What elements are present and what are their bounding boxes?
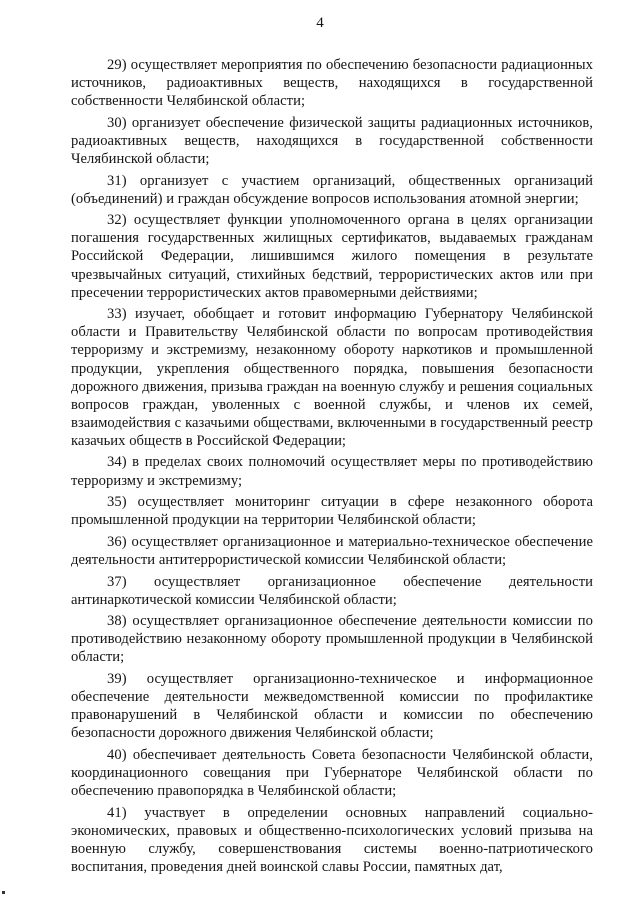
- paragraph-37: 37) осуществляет организационное обеспечение деятельности антинаркотической комиссии Челябинской области;: [71, 573, 593, 608]
- paragraph-34: 34) в пределах своих полномочий осуществляет меры по противодействию терроризму и экстремизму;: [71, 454, 593, 489]
- paragraph-41: 41) участвует в определении основных направлений социально-экономических, правовых и общественно-психологических условий призыва на военную службу, совершенствования системы военно-патриотического воспитания, проведения дней воинской славы России, памятных дат,: [71, 804, 593, 875]
- document-body: [71, 56, 593, 880]
- paragraph-32: 32) осуществляет функции уполномоченного органа в целях организации погашения государственных жилищных сертификатов, выдаваемых гражданам Российской Федерации, лишившимся жилого помещения в результате чрезвычайных ситуаций, стихийных бедствий, террористических актов или при пресечении террористических актов правомерными действиями;: [71, 212, 593, 301]
- paragraph-33: 33) изучает, обобщает и готовит информацию Губернатору Челябинской области и Правительству Челябинской области по вопросам противодействия терроризму и экстремизму, незаконному обороту наркотиков и промышленной продукции, укрепления общественного порядка, повышения безопасности дорожного движения, призыва граждан на военную службу и решения социальных вопросов граждан, уволенных с военной службы, и членов их семей, взаимодействия с казачьими обществами, включенными в государственный реестр казачьих обществ в Российской Федерации;: [71, 306, 593, 449]
- paragraph-29: 29) осуществляет мероприятия по обеспечению безопасности радиационных источников, радиоактивных веществ, находящихся в государственной собственности Челябинской области;: [71, 57, 593, 110]
- scan-mark: [2, 891, 5, 894]
- paragraph-36: 36) осуществляет организационное и материально-техническое обеспечение деятельности антитеррористической комиссии Челябинской области;: [71, 533, 593, 568]
- paragraph-38: 38) осуществляет организационное обеспечение деятельности комиссии по противодействию незаконному обороту промышленной продукции в Челябинской области;: [71, 613, 593, 666]
- paragraph-30: 30) организует обеспечение физической защиты радиационных источников, радиоактивных веществ, находящихся в государственной собственности Челябинской области;: [71, 114, 593, 167]
- page-number: 4: [316, 15, 324, 31]
- paragraph-35: 35) осуществляет мониторинг ситуации в сфере незаконного оборота промышленной продукции на территории Челябинской области;: [71, 494, 593, 529]
- paragraph-40: 40) обеспечивает деятельность Совета безопасности Челябинской области, координационного совещания при Губернаторе Челябинской области по обеспечению правопорядка в Челябинской области;: [71, 746, 593, 800]
- paragraph-31: 31) организует с участием организаций, общественных организаций (объединений) и граждан обсуждение вопросов использования атомной энергии;: [71, 172, 593, 207]
- paragraph-39: 39) осуществляет организационно-техническое и информационное обеспечение деятельности межведомственной комиссии по профилактике правонарушений в Челябинской области и комиссии по обеспечению безопасности дорожного движения Челябинской области;: [71, 671, 593, 742]
